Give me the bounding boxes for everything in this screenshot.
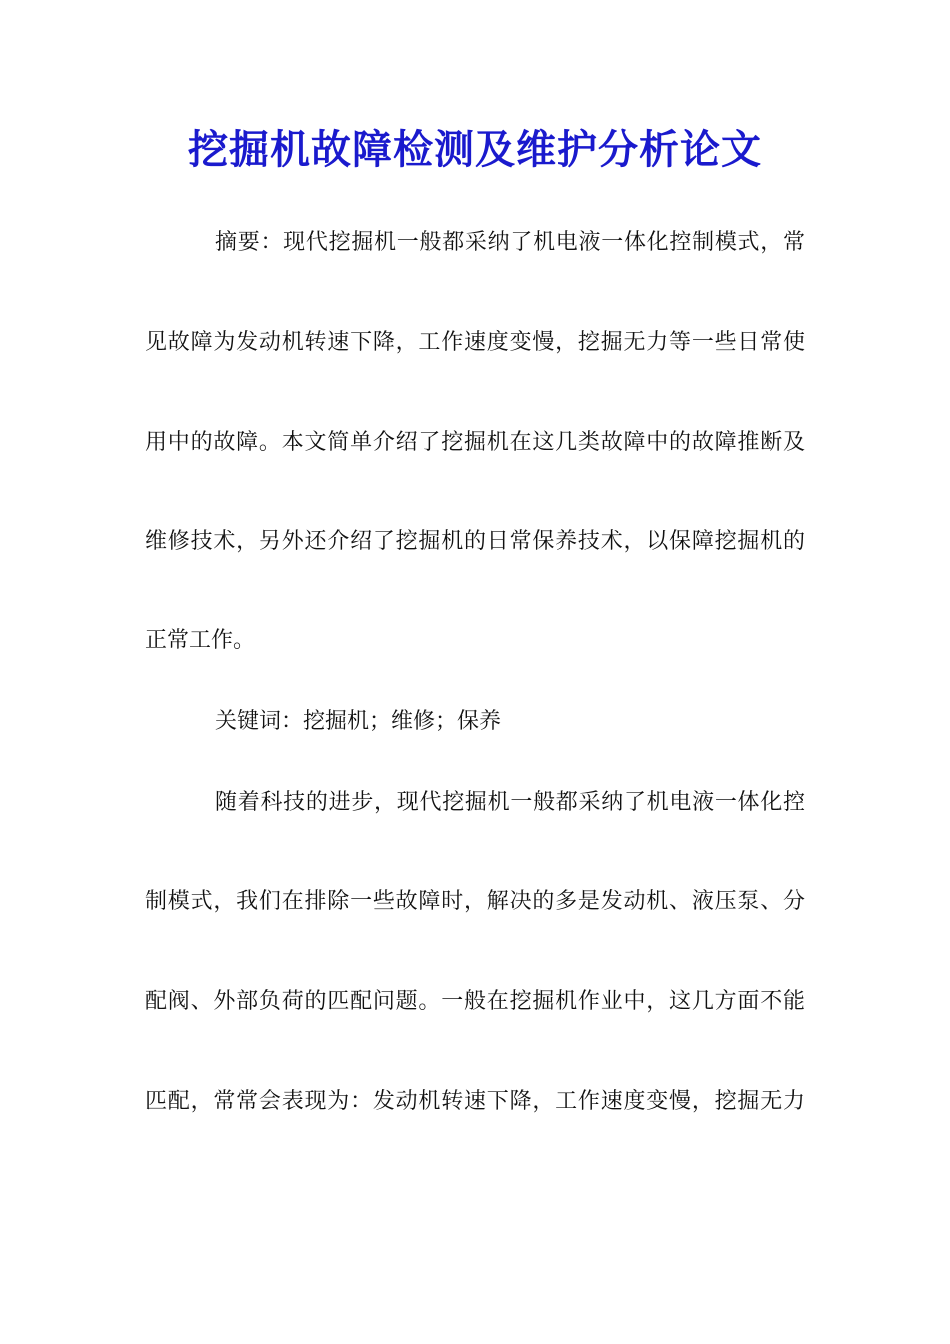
document-title: 挖掘机故障检测及维护分析论文 <box>188 126 762 173</box>
abstract-line-3: 用中的故障。本文简单介绍了挖掘机在这几类故障中的故障推断及 <box>145 430 805 455</box>
body-line-4: 匹配，常常会表现为：发动机转速下降，工作速度变慢，挖掘无力 <box>145 1089 805 1114</box>
body-line-3: 配阀、外部负荷的匹配问题。一般在挖掘机作业中，这几方面不能 <box>145 989 805 1014</box>
abstract-line-4: 维修技术，另外还介绍了挖掘机的日常保养技术，以保障挖掘机的 <box>145 529 805 554</box>
abstract-line-1: 摘要：现代挖掘机一般都采纳了机电液一体化控制模式，常 <box>215 230 805 255</box>
abstract-line-5: 正常工作。 <box>145 628 256 653</box>
body-line-1: 随着科技的进步，现代挖掘机一般都采纳了机电液一体化控 <box>215 790 805 815</box>
keywords-line: 关键词：挖掘机；维修；保养 <box>215 709 502 734</box>
abstract-line-2: 见故障为发动机转速下降，工作速度变慢，挖掘无力等一些日常使 <box>145 330 805 355</box>
body-line-2: 制模式，我们在排除一些故障时，解决的多是发动机、液压泵、分 <box>145 889 805 914</box>
